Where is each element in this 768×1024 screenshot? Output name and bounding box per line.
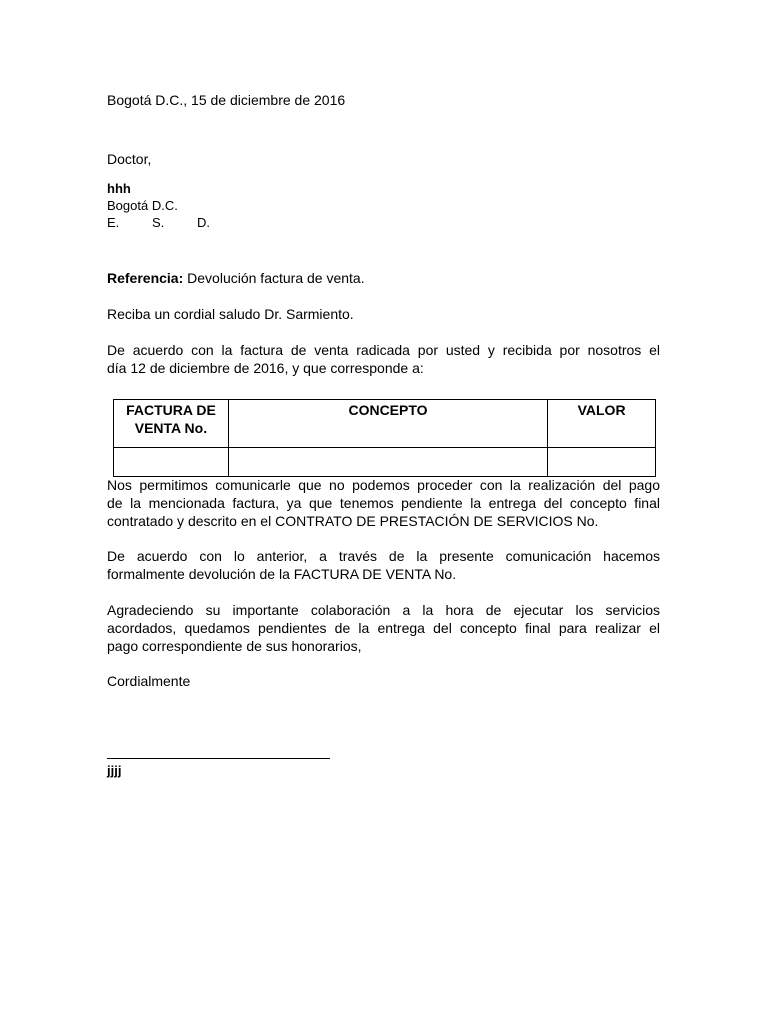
- header-concepto: CONCEPTO: [228, 400, 547, 448]
- reference-label: Referencia:: [107, 270, 184, 286]
- date-line: Bogotá D.C., 15 de diciembre de 2016: [107, 92, 346, 108]
- paragraph-3: [107, 601, 660, 655]
- paragraph-line: de la mencionada factura, ya que tenemos pendiente la entrega del concepto final: [107, 495, 660, 511]
- esd-line: [107, 214, 210, 231]
- cell-factura-venta: [114, 448, 229, 477]
- intro-paragraph: [107, 341, 660, 377]
- header-valor: VALOR: [548, 400, 656, 448]
- paragraph-line: De acuerdo con lo anterior, a través de la presente comunicación hacemos: [107, 548, 660, 564]
- reference-text: Devolución factura de venta.: [183, 270, 365, 286]
- table-row: [114, 448, 656, 477]
- paragraph-line: contratado y descrito en el CONTRATO DE PRESTACIÓN DE SERVICIOS No.: [107, 513, 599, 529]
- invoice-table: [113, 399, 656, 477]
- closing: Cordialmente: [107, 673, 191, 689]
- reference-line: [107, 269, 365, 287]
- paragraph-2: [107, 547, 660, 583]
- esd-s: S.: [152, 215, 165, 230]
- esd-e: E.: [107, 215, 120, 230]
- salutation: Doctor,: [107, 151, 152, 167]
- intro-line: De acuerdo con la factura de venta radicada por usted y recibida por nosotros el: [107, 342, 660, 358]
- esd-d: D.: [197, 215, 210, 230]
- paragraph-1: [107, 476, 660, 530]
- signature-line: [107, 758, 330, 759]
- intro-line: día 12 de diciembre de 2016, y que corresponde a:: [107, 360, 424, 376]
- cell-valor: [548, 448, 656, 477]
- paragraph-line: formalmente devolución de la FACTURA DE VENTA No.: [107, 566, 457, 582]
- paragraph-line: Agradeciendo su importante colaboración a la hora de ejecutar los servicios: [107, 602, 660, 618]
- paragraph-line: pago correspondiente de sus honorarios,: [107, 638, 362, 654]
- paragraph-line: Nos permitimos comunicarle que no podemos proceder con la realización del pago: [107, 477, 660, 493]
- header-factura-venta: FACTURA DE VENTA No.: [114, 400, 229, 448]
- signer-name: jjjj: [107, 763, 122, 778]
- greeting: Reciba un cordial saludo Dr. Sarmiento.: [107, 306, 354, 322]
- table-header-row: [114, 400, 656, 448]
- cell-concepto: [228, 448, 547, 477]
- recipient-city: Bogotá D.C.: [107, 198, 178, 213]
- recipient-name: hhh: [107, 181, 131, 196]
- paragraph-line: acordados, quedamos pendientes de la entrega del concepto final para realizar el: [107, 620, 660, 636]
